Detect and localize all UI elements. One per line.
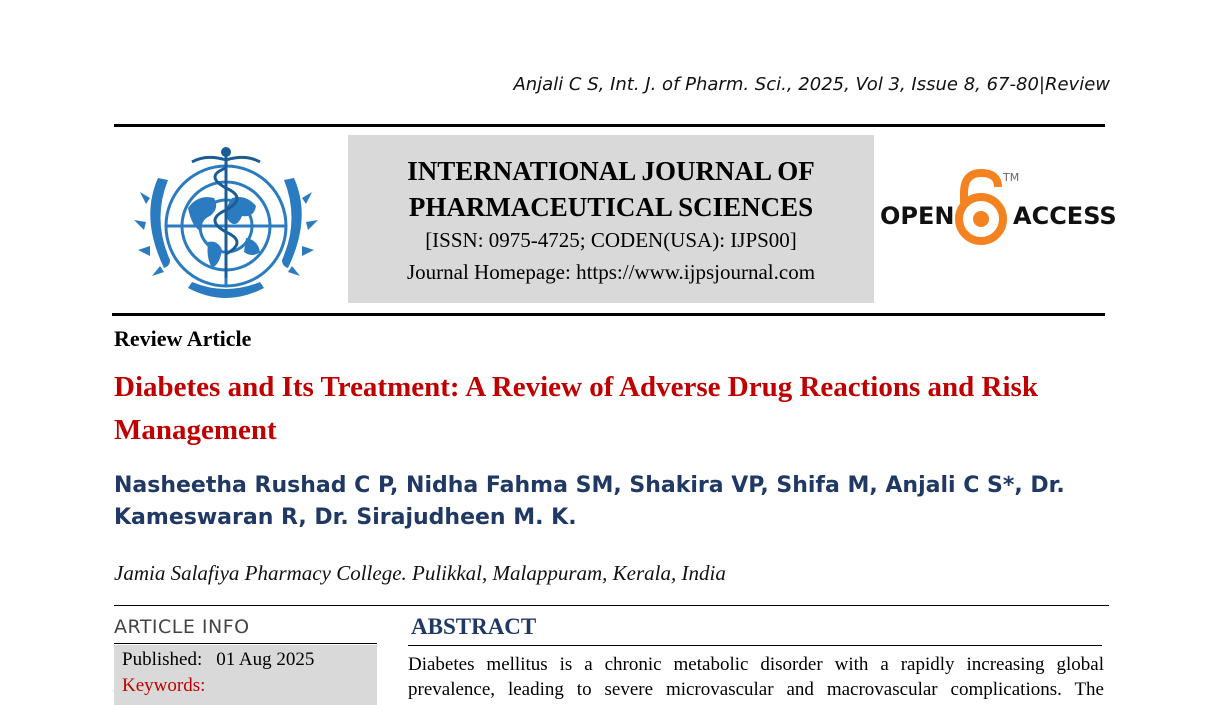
- journal-homepage-link[interactable]: Journal Homepage: https://www.ijpsjournal.com: [406, 260, 816, 284]
- journal-masthead: [348, 135, 874, 303]
- header-rule-top: [114, 124, 1105, 127]
- running-header-citation: Anjali C S, Int. J. of Pharm. Sci., 2025, Vol 3, Issue 8, 67-80|Review: [513, 74, 1110, 95]
- journal-name-line1: INTERNATIONAL JOURNAL OF: [407, 156, 815, 186]
- open-access-word-open: OPEN: [880, 202, 955, 230]
- header-rule-bottom: [112, 313, 1105, 316]
- article-title: Diabetes and Its Treatment: A Review of Adverse Drug Reactions and Risk Management: [114, 371, 1038, 446]
- article-info-heading: ARTICLE INFO: [114, 616, 250, 638]
- journal-issn: [ISSN: 0975-4725; CODEN(USA): IJPS00]: [425, 228, 797, 252]
- abstract-rule: [408, 645, 1102, 646]
- published-row: [122, 649, 314, 671]
- keywords-label: Keywords:: [122, 675, 206, 696]
- open-access-lock-icon: [880, 167, 1117, 249]
- article-info-box: [114, 645, 377, 705]
- open-access-trademark: TM: [1003, 171, 1020, 184]
- author-affiliation: Jamia Salafiya Pharmacy College. Pulikkal, Malappuram, Kerala, India: [114, 561, 726, 585]
- article-authors: Nasheetha Rushad C P, Nidha Fahma SM, Shakira VP, Shifa M, Anjali C S*, Dr. Kameswaran R, Dr. Sirajudheen M. K.: [114, 473, 1065, 530]
- published-date: 01 Aug 2025: [216, 649, 315, 670]
- abstract-text: Diabetes mellitus is a chronic metabolic disorder with a rapidly increasing global prevalence, leading to severe microvascular and macrovascular complications. The: [408, 654, 1104, 700]
- article-info-rule: [114, 643, 377, 644]
- published-label: Published:: [122, 649, 203, 670]
- journal-name-line2: PHARMACEUTICAL SCIENCES: [408, 192, 814, 222]
- abstract-heading: ABSTRACT: [411, 614, 537, 639]
- un-emblem-caduceus-logo: [128, 138, 324, 304]
- section-divider: [114, 605, 1109, 606]
- article-type-label: Review Article: [114, 326, 252, 351]
- open-access-word-access: ACCESS: [1013, 202, 1117, 230]
